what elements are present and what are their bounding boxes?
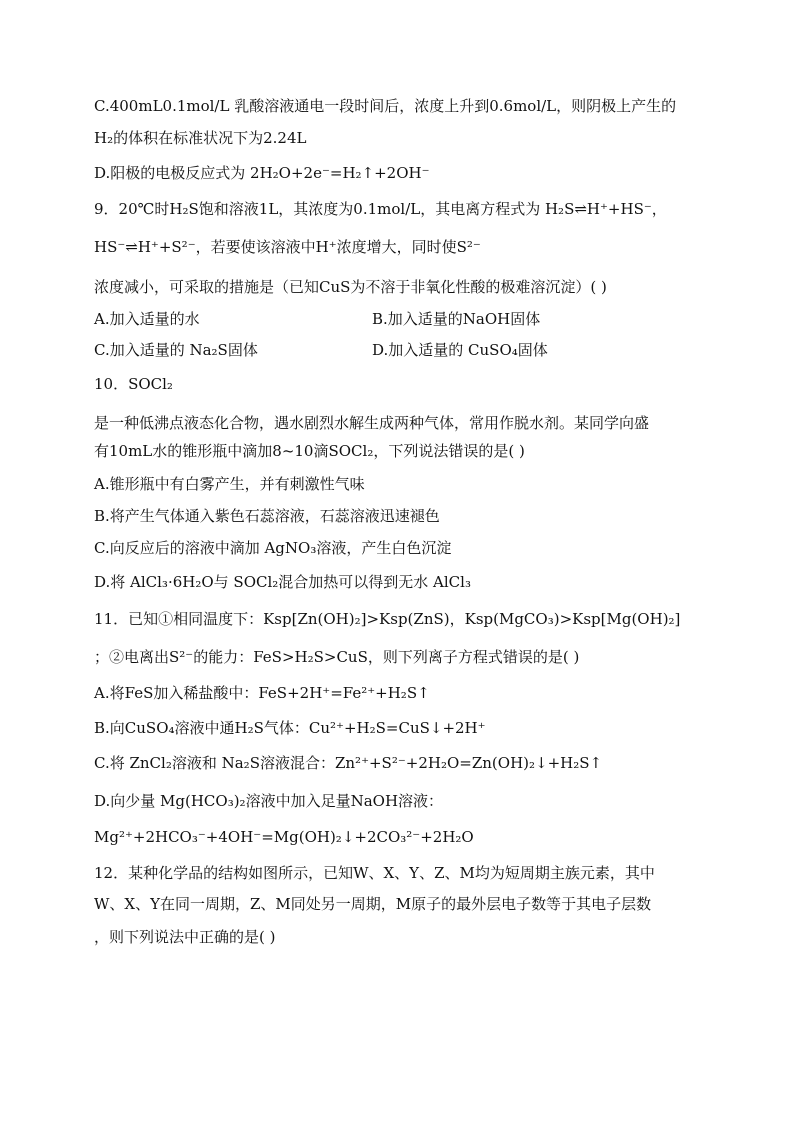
q8-option-c-line2: H₂的体积在标准状况下为2.24L [94,129,307,147]
q11-option-a: A.将FeS加入稀盐酸中：FeS+2H⁺=Fe²⁺+H₂S↑ [94,684,430,702]
q10-option-d: D.将 AlCl₃·6H₂O与 SOCl₂混合加热可以得到无水 AlCl₃ [94,573,471,591]
q10-option-c: C.向反应后的溶液中滴加 AgNO₃溶液，产生白色沉淀 [94,539,452,557]
q9-option-a: A.加入适量的水 [94,310,200,328]
q8-option-c-line1: C.400mL0.1mol/L 乳酸溶液通电一段时间后，浓度上升到0.6mol/L，则阴极上产生的 [94,97,677,115]
q10-option-a: A.锥形瓶中有白雾产生，并有刺激性气味 [94,475,365,493]
q11-option-d-line2: Mg²⁺+2HCO₃⁻+4OH⁻=Mg(OH)₂↓+2CO₃²⁻+2H₂O [94,828,474,846]
q11-option-c: C.将 ZnCl₂溶液和 Na₂S溶液混合：Zn²⁺+S²⁻+2H₂O=Zn(OH)₂↓+H₂S↑ [94,754,603,772]
q11-stem-line1: 11．已知①相同温度下：Ksp[Zn(OH)₂]>Ksp(ZnS)，Ksp(MgCO₃)>Ksp[Mg(OH)₂] [94,610,681,628]
q9-options-row2 [94,339,704,363]
q12-stem-line3: ，则下列说法中正确的是( ) [94,928,276,946]
q10-option-b: B.将产生气体通入紫色石蕊溶液，石蕊溶液迅速褪色 [94,507,440,525]
q10-stem-line2: 是一种低沸点液态化合物，遇水剧烈水解生成两种气体，常用作脱水剂。某同学向盛 [94,414,650,432]
q11-option-d-line1: D.向少量 Mg(HCO₃)₂溶液中加入足量NaOH溶液： [94,792,444,810]
q8-option-d: D.阳极的电极反应式为 2H₂O+2e⁻=H₂↑+2OH⁻ [94,164,430,182]
q9-stem-line1: 9．20℃时H₂S饱和溶液1L，其浓度为0.1mol/L，其电离方程式为 H₂S⇌H⁺+HS⁻， [94,200,667,218]
q9-option-b: B.加入适量的NaOH固体 [372,310,541,328]
q10-stem-line3: 有10mL水的锥形瓶中滴加8~10滴SOCl₂，下列说法错误的是( ) [94,442,525,460]
q11-stem-line2: ；②电离出S²⁻的能力：FeS>H₂S>CuS，则下列离子方程式错误的是( ) [94,648,580,666]
q10-stem-line1: 10．SOCl₂ [94,375,173,393]
q9-option-d: D.加入适量的 CuSO₄固体 [372,341,548,359]
q12-stem-line1: 12．某种化学品的结构如图所示，已知W、X、Y、Z、M均为短周期主族元素，其中 [94,864,655,882]
q9-stem-line3: 浓度减小，可采取的措施是（已知CuS为不溶于非氧化性酸的极难溶沉淀）( ) [94,278,607,296]
q9-options-row1 [94,308,704,332]
q11-option-b: B.向CuSO₄溶液中通H₂S气体：Cu²⁺+H₂S=CuS↓+2H⁺ [94,719,486,737]
q9-stem-line2: HS⁻⇌H⁺+S²⁻，若要使该溶液中H⁺浓度增大，同时使S²⁻ [94,238,481,256]
q12-stem-line2: W、X、Y在同一周期，Z、M同处另一周期，M原子的最外层电子数等于其电子层数 [94,895,652,913]
q9-option-c: C.加入适量的 Na₂S固体 [94,341,258,359]
